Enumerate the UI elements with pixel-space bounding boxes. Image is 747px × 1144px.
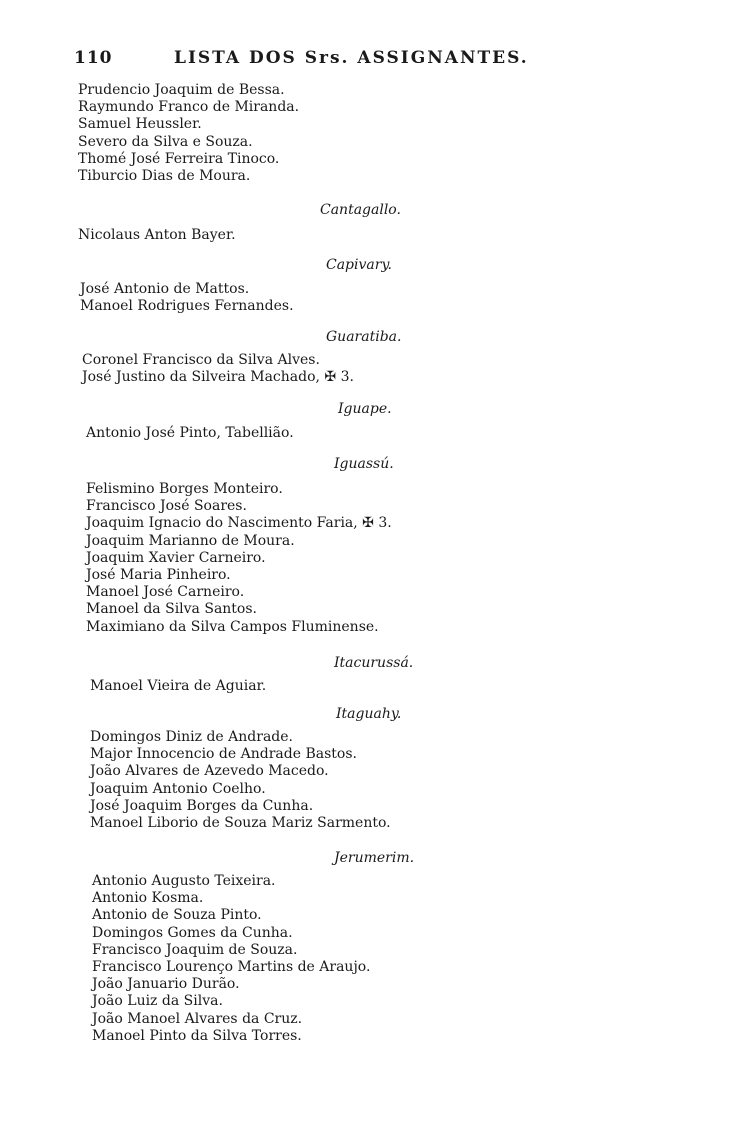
subscriber-name: Francisco Lourenço Martins de Araujo. xyxy=(92,959,371,976)
subscriber-name: João Luiz da Silva. xyxy=(92,993,223,1010)
subscriber-name: Severo da Silva e Souza. xyxy=(78,133,253,150)
subscriber-list xyxy=(78,82,299,185)
subscriber-name: Manoel Liborio de Souza Mariz Sarmento. xyxy=(90,815,391,832)
page-number: 110 xyxy=(74,48,113,68)
subscriber-name: Antonio José Pinto, Tabellião. xyxy=(86,425,294,441)
subscriber-name: Domingos Gomes da Cunha. xyxy=(92,924,293,941)
subscriber-name: Joaquim Marianno de Moura. xyxy=(86,532,295,549)
subscriber-name: Felismino Borges Monteiro. xyxy=(86,481,283,497)
subscriber-name: Manoel da Silva Santos. xyxy=(86,601,257,618)
place-heading: Jerumerim. xyxy=(334,850,415,866)
place-heading: Itaguahy. xyxy=(336,706,402,722)
subscriber-name: Nicolaus Anton Bayer. xyxy=(78,227,236,243)
subscriber-list xyxy=(90,678,266,695)
subscriber-name: Tiburcio Dias de Moura. xyxy=(78,168,251,185)
subscriber-name: Maximiano da Silva Campos Fluminense. xyxy=(86,618,379,635)
place-heading: Itacurussá. xyxy=(334,655,414,671)
subscriber-name: João Manoel Alvares da Cruz. xyxy=(92,1010,303,1027)
subscriber-name: Samuel Heussler. xyxy=(78,116,202,133)
subscriber-list xyxy=(86,481,392,636)
subscriber-name: Manoel José Carneiro. xyxy=(86,584,245,601)
subscriber-name: José Joaquim Borges da Cunha. xyxy=(90,797,314,814)
place-heading: Guaratiba. xyxy=(326,329,402,345)
page-header xyxy=(74,48,544,74)
subscriber-name: João Januario Durão. xyxy=(92,976,240,993)
subscriber-name: Joaquim Ignacio do Nascimento Faria, ✠ 3. xyxy=(86,515,392,532)
place-heading: Capivary. xyxy=(326,257,392,273)
subscriber-name: Francisco Joaquim de Souza. xyxy=(92,941,298,958)
subscriber-list xyxy=(82,352,354,386)
subscriber-name: Manoel Rodrigues Fernandes. xyxy=(80,298,294,315)
subscriber-name: Raymundo Franco de Miranda. xyxy=(78,99,300,116)
subscriber-list xyxy=(90,729,391,832)
subscriber-name: João Alvares de Azevedo Macedo. xyxy=(90,763,329,780)
subscriber-name: Francisco José Soares. xyxy=(86,498,247,515)
subscriber-name: Antonio de Souza Pinto. xyxy=(92,907,262,924)
subscriber-name: José Justino da Silveira Machado, ✠ 3. xyxy=(82,369,354,386)
subscriber-name: Joaquim Antonio Coelho. xyxy=(90,780,266,797)
page-title: LISTA DOS Srs. ASSIGNANTES. xyxy=(174,48,529,68)
subscriber-name: Manoel Vieira de Aguiar. xyxy=(90,678,267,694)
subscriber-name: Domingos Diniz de Andrade. xyxy=(90,729,293,745)
place-heading: Cantagallo. xyxy=(320,202,401,218)
subscriber-name: Coronel Francisco da Silva Alves. xyxy=(82,352,320,368)
subscriber-list xyxy=(92,873,370,1045)
subscriber-name: Joaquim Xavier Carneiro. xyxy=(86,549,266,566)
subscriber-name: José Maria Pinheiro. xyxy=(86,567,231,584)
subscriber-name: Antonio Kosma. xyxy=(92,890,204,907)
place-heading: Iguassú. xyxy=(334,456,394,472)
subscriber-name: Manoel Pinto da Silva Torres. xyxy=(92,1027,302,1044)
subscriber-list xyxy=(86,425,294,442)
subscriber-name: José Antonio de Mattos. xyxy=(80,281,250,297)
subscriber-name: Major Innocencio de Andrade Bastos. xyxy=(90,746,357,763)
subscriber-name: Prudencio Joaquim de Bessa. xyxy=(78,82,285,98)
place-heading: Iguape. xyxy=(338,401,392,417)
subscriber-list xyxy=(80,281,294,315)
subscriber-name: Antonio Augusto Teixeira. xyxy=(92,873,276,889)
subscriber-list xyxy=(78,227,236,244)
subscriber-name: Thomé José Ferreira Tinoco. xyxy=(78,150,280,167)
